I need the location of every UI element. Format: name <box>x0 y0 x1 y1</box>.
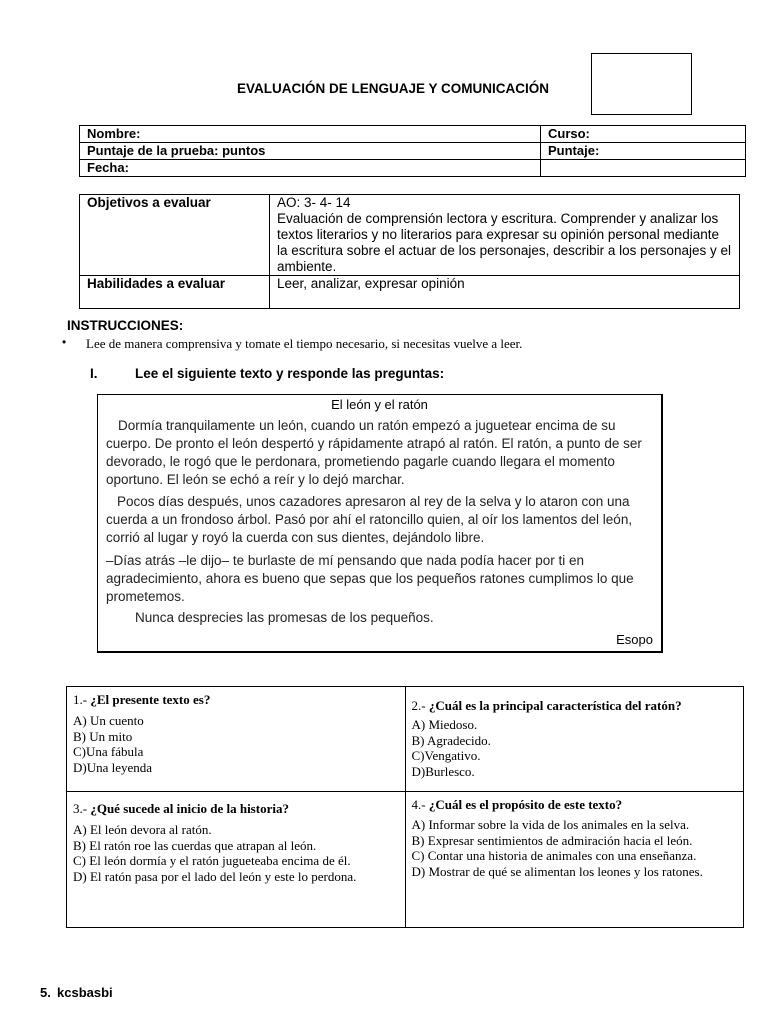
objetivos-description: Evaluación de comprensión lectora y escritura. Comprender y analizar los textos literarios y no literarios para expresar su opinión personal mediante la escritura sobre el actuar de los personajes, describir a los personajes y el ambiente. <box>277 211 731 274</box>
answer-option[interactable]: D) Mostrar de qué se alimentan los leones y los ratones. <box>411 863 703 879</box>
answer-option[interactable]: B) Expresar sentimientos de admiración hacia el león. <box>411 832 693 848</box>
story-author: Esopo <box>616 632 653 647</box>
answer-option[interactable]: A) Miedoso. <box>411 717 478 733</box>
answer-option[interactable]: B) El ratón roe las cuerdas que atrapan al león. <box>73 837 317 853</box>
empty-cell <box>541 160 746 177</box>
reading-passage <box>97 394 663 653</box>
objetivos-label: Objetivos a evaluar <box>80 195 270 276</box>
footer-number: 5. <box>40 985 51 1000</box>
objectives-table <box>79 194 740 309</box>
question-3 <box>67 792 406 928</box>
puntaje-field[interactable]: Puntaje: <box>541 143 746 160</box>
answer-option[interactable]: C)Una fábula <box>73 744 144 760</box>
story-paragraph-3: –Días atrás –le dijo– te burlaste de mí pensando que nada podía hacer por ti en agradecimiento, ahora es bueno que sepas que los pequeños ratones cumplimos lo que prometemos. <box>106 553 634 604</box>
habilidades-value: Leer, analizar, expresar opinión <box>270 276 740 309</box>
answer-option[interactable]: D)Una leyenda <box>73 759 153 775</box>
nombre-field[interactable]: Nombre: <box>80 126 541 143</box>
question-4 <box>405 792 744 928</box>
habilidades-label: Habilidades a evaluar <box>80 276 270 309</box>
section-number: I. <box>90 366 98 381</box>
objetivos-cell <box>270 195 740 276</box>
student-info-table <box>79 125 746 177</box>
questions-table <box>66 686 744 928</box>
story-title: El león y el ratón <box>331 397 428 412</box>
page-title: EVALUACIÓN DE LENGUAJE Y COMUNICACIÓN <box>236 81 550 96</box>
instructions-text: Lee de manera comprensiva y tomate el tiempo necesario, si necesitas vuelve a leer. <box>86 336 523 351</box>
answer-option[interactable]: C)Vengativo. <box>411 748 481 764</box>
answer-option[interactable]: C) El león dormía y el ratón jugueteaba encima de él. <box>73 853 351 869</box>
question-number: 2.- <box>411 698 426 713</box>
question-1 <box>67 687 406 792</box>
question-text: ¿El presente texto es? <box>90 692 211 707</box>
fecha-field[interactable]: Fecha: <box>80 160 541 177</box>
answer-option[interactable]: B) Agradecido. <box>411 732 491 748</box>
section-heading: Lee el siguiente texto y responde las preguntas: <box>135 366 445 381</box>
story-paragraph-2: Pocos días después, unos cazadores apresaron al rey de la selva y lo ataron con una cuerda a un frondoso árbol. Pasó por ahí el ratoncillo quien, al oír los lamentos del león, corrió al lugar y royó la cuerda con sus dientes, dejándolo libre. <box>106 494 633 545</box>
answer-option[interactable]: B) Un mito <box>73 728 133 744</box>
objetivos-value: AO: 3- 4- 14 <box>277 195 351 210</box>
answer-option[interactable]: A) El león devora al ratón. <box>73 822 212 838</box>
question-text: ¿Qué sucede al inicio de la historia? <box>90 801 289 816</box>
question-number: 3.- <box>73 801 88 816</box>
curso-field[interactable]: Curso: <box>541 126 746 143</box>
puntaje-prueba-field[interactable]: Puntaje de la prueba: puntos <box>80 143 541 160</box>
answer-option[interactable]: D)Burlesco. <box>411 763 475 779</box>
question-2 <box>405 687 744 792</box>
answer-option[interactable]: A) Un cuento <box>73 713 144 729</box>
answer-option[interactable]: A) Informar sobre la vida de los animales en la selva. <box>411 817 690 833</box>
instructions-heading: INSTRUCCIONES: <box>67 318 184 333</box>
answer-option[interactable]: D) El ratón pasa por el lado del león y este lo perdona. <box>73 868 357 884</box>
question-number: 4.- <box>411 797 426 812</box>
story-moral: Nunca desprecies las promesas de los pequeños. <box>135 610 434 625</box>
bullet-icon: • <box>62 335 67 349</box>
answer-option[interactable]: C) Contar una historia de animales con una enseñanza. <box>411 848 697 864</box>
question-number: 1.- <box>73 692 88 707</box>
footer-text: kcsbasbi <box>57 985 113 1000</box>
question-text: ¿Cuál es el propósito de este texto? <box>428 797 623 812</box>
question-text: ¿Cuál es la principal característica del ratón? <box>428 698 682 713</box>
story-paragraph-1: Dormía tranquilamente un león, cuando un ratón empezó a juguetear encima de su cuerpo. De pronto el león despertó y rápidamente atrapó al ratón. El ratón, a punto de ser devorado, le rogó que le perdonara, prometiendo pagarle cuando llegara el momento oportuno. El león se echó a reír y lo dejó marchar. <box>106 418 642 487</box>
